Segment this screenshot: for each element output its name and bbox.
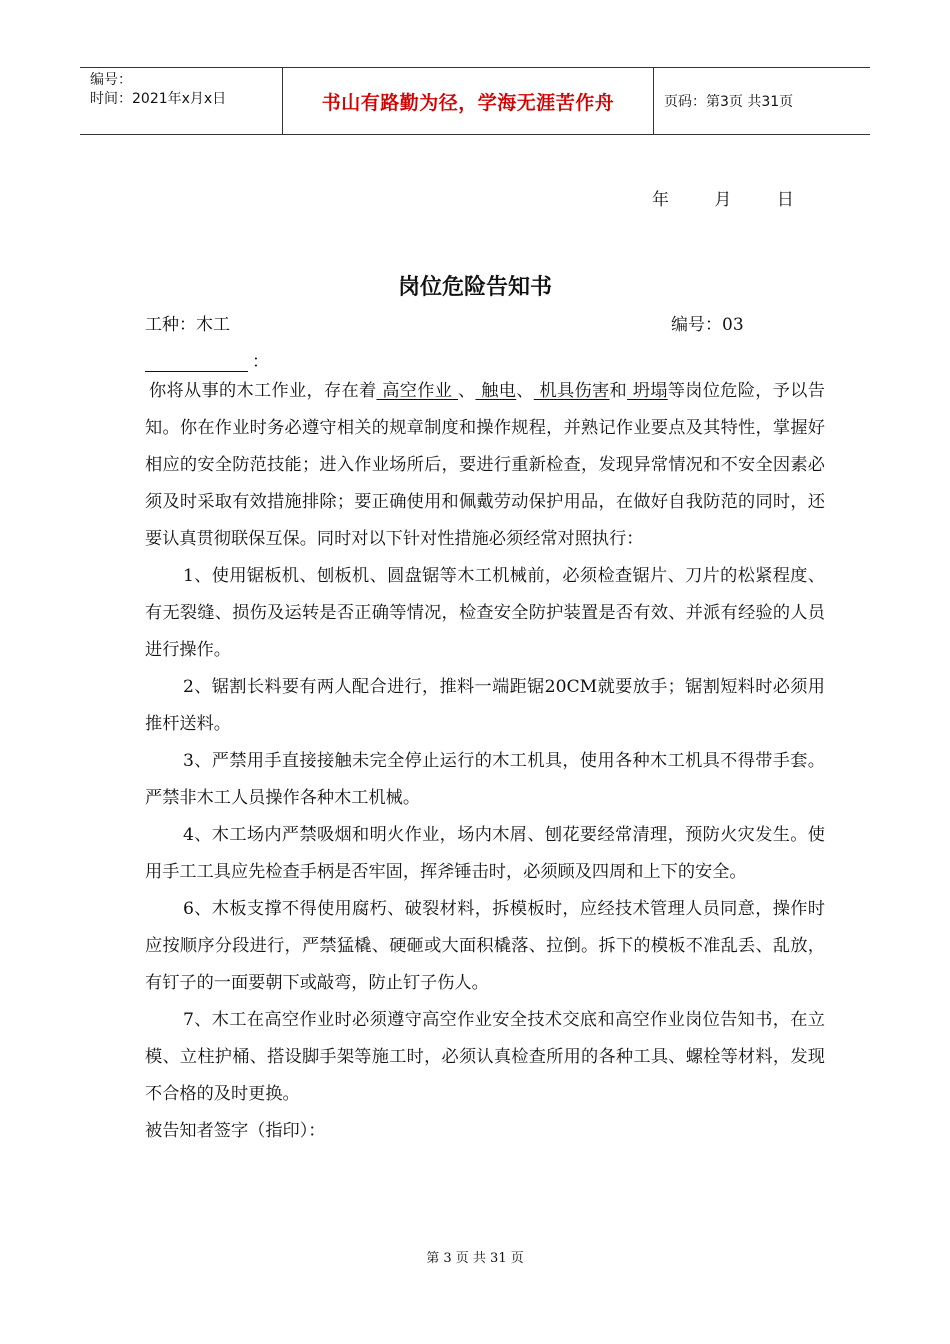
measure-item: 4、木工场内严禁吸烟和明火作业，场内木屑、刨花要经常清理，预防火灾发生。使用手工工具应先检查手柄是否牢固，挥斧锤击时，必须顾及四周和上下的安全。	[145, 825, 825, 882]
page-header	[80, 67, 870, 135]
header-motto-cell	[282, 68, 654, 134]
header-left-cell	[80, 68, 282, 134]
signature-line: 被告知者签字（指印）：	[145, 1121, 326, 1141]
intro-paragraph	[145, 373, 825, 558]
notice-body	[145, 373, 825, 1150]
separator: 、	[457, 381, 476, 401]
date-line	[652, 185, 834, 210]
day-label: 日	[776, 190, 794, 210]
motto: 书山有路勤为径，学海无涯苦作舟	[321, 91, 615, 114]
number-label: 编号：03	[671, 315, 744, 335]
recipient-colon: ：	[252, 352, 269, 372]
measure-item: 1、使用锯板机、刨板机、圆盘锯等木工机械前，必须检查锯片、刀片的松紧程度、有无裂缝、损伤及运转是否正确等情况，检查安全防护装置是否有效、并派有经验的人员进行操作。	[145, 566, 825, 660]
measure-item: 2、锯割长料要有两人配合进行，推料一端距锯20CM就要放手；锯割短料时必须用推杆送料。	[145, 677, 825, 734]
intro-rest: 等岗位危险，予以告知。你在作业时务必遵守相关的规章制度和操作规程，并熟记作业要点及其特性，掌握好相应的安全防范技能；进入作业场所后，要进行重新检查，发现异常情况和不安全因素必须及时采取有效措施排除；要正确使用和佩戴劳动保护用品，在做好自我防范的同时，还要认真贯彻联保互保。同时对以下针对性措施必须经常对照执行：	[145, 381, 825, 549]
document-title: 岗位危险告知书	[397, 275, 552, 300]
trade-label: 工种：木工	[145, 315, 230, 335]
recipient-blank	[145, 355, 248, 372]
intro-text: 你将从事的木工作业，存在着	[149, 381, 377, 401]
header-right-cell	[654, 68, 870, 134]
year-label: 年	[652, 190, 669, 210]
page-info: 页码：第3页 共31页	[664, 94, 794, 110]
measure-item: 7、木工在高空作业时必须遵守高空作业安全技术交底和高空作业岗位告知书，在立模、立柱护桶、搭设脚手架等施工时，必须认真检查所用的各种工具、螺栓等材料，发现不合格的及时更换。	[145, 1010, 825, 1104]
measure-item: 3、严禁用手直接接触未完全停止运行的木工机具，使用各种木工机具不得带手套。严禁非木工人员操作各种木工机械。	[145, 751, 825, 808]
measure-item: 6、木板支撑不得使用腐朽、破裂材料，拆模板时，应经技术管理人员同意，操作时应按顺序分段进行，严禁猛橇、硬砸或大面积橇落、拉倒。拆下的模板不准乱丢、乱放，有钉子的一面要朝下或敲弯，防止钉子伤人。	[145, 899, 825, 993]
serial-label: 编号：	[90, 72, 132, 88]
time-label: 时间：2021年x月x日	[90, 91, 227, 107]
hazard-high-altitude: 高空作业	[376, 381, 458, 401]
separator: 、	[516, 381, 534, 401]
hazard-electric-shock: 触电	[475, 381, 517, 401]
month-label: 月	[714, 190, 732, 210]
recipient-line	[145, 347, 269, 372]
separator: 和	[609, 381, 628, 401]
hazard-machine-injury: 机具伤害	[533, 381, 610, 401]
page-footer: 第 3 页 共 31 页	[426, 1251, 524, 1266]
hazard-collapse: 坍塌	[627, 381, 668, 401]
